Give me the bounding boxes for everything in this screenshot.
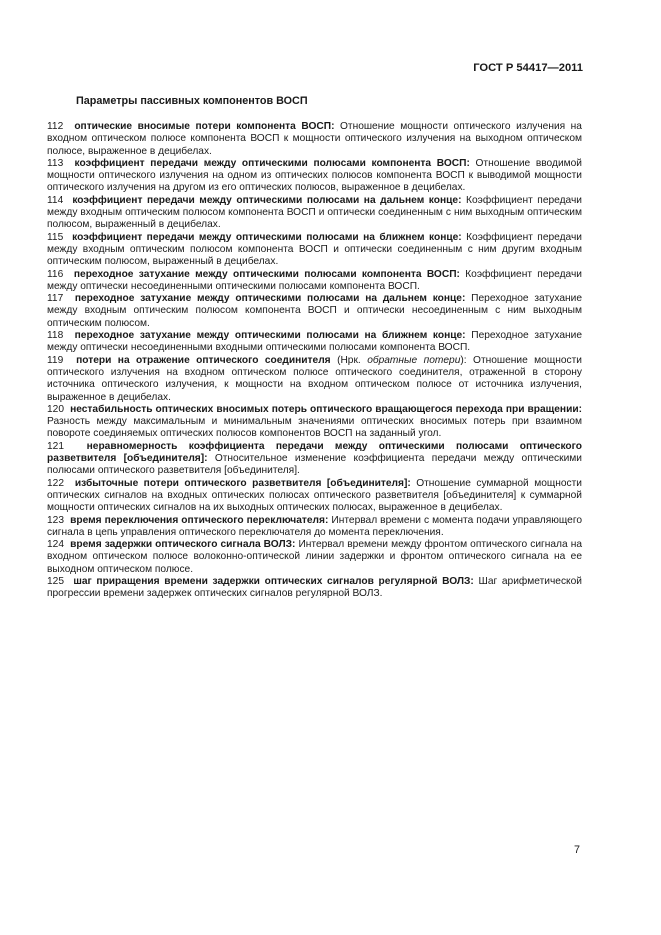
term-definition: Переходное затухание между оптически несоединенными входными оптическими полюсами компонента ВОСП. [47, 330, 582, 354]
term-definition: Коэффициент передачи между входным оптическим полюсом компонента ВОСП и оптически соединенным с ним другим входным оптическим полюсом, выраженный в децибелах. [47, 231, 582, 268]
term-entry [47, 293, 582, 330]
term-entry [47, 269, 582, 294]
term-entry [47, 195, 582, 232]
term-number: 118 [47, 330, 64, 342]
term-number: 115 [47, 231, 64, 243]
term-name: переходное затухание между оптическими полюсами компонента ВОСП: [73, 268, 460, 280]
term-entry [47, 158, 582, 195]
term-name: нестабильность оптических вносимых потерь оптического вращающегося перехода при вращении: [70, 403, 582, 415]
term-name: время переключения оптического переключателя: [70, 514, 329, 526]
term-number: 116 [47, 268, 64, 280]
term-definition: Коэффициент передачи между входным оптическим полюсом компонента ВОСП и оптически соединенным с ним выходным оптическим полюсом, выраженный в децибелах. [47, 194, 582, 231]
term-definition: Разность между максимальным и минимальным значениями оптических вносимых потерь при взаимном повороте соединяемых оптических полюсов компонентов ВОСП на заданный угол. [47, 416, 582, 440]
term-name: оптические вносимые потери компонента ВОСП: [74, 121, 335, 132]
term-number: 117 [47, 293, 64, 305]
term-number: 125 [47, 575, 64, 587]
term-entry [47, 478, 582, 515]
term-name: коэффициент передачи между оптическими полюсами компонента ВОСП: [74, 157, 470, 169]
term-name: переходное затухание между оптическими полюсами на ближнем конце: [74, 330, 466, 342]
page-number: 7 [574, 844, 581, 856]
term-number: 112 [47, 121, 64, 132]
term-number: 123 [47, 514, 64, 526]
term-name: неравномерность коэффициента передачи между оптическими полюсами оптического разветвителя [объединителя]: [47, 440, 582, 465]
term-definition: Отношение вводимой мощности оптического излучения на одном из оптических полюсов компонента ВОСП к выводимой мощности оптического излучения на другом из его оптических полюсов, выраженное в децибелах. [47, 157, 582, 194]
term-number: 114 [47, 194, 64, 206]
term-note-italic: обратные потери [367, 354, 461, 366]
term-entry [47, 232, 582, 269]
page-header: ГОСТ Р 54417—2011 [473, 62, 583, 74]
section-title: Параметры пассивных компонентов ВОСП [76, 95, 308, 107]
term-name: переходное затухание между оптическими полюсами на дальнем конце: [74, 293, 466, 305]
term-name: коэффициент передачи между оптическими полюсами на ближнем конце: [72, 231, 462, 243]
term-number: 124 [47, 539, 64, 551]
term-number: 122 [47, 477, 64, 489]
term-entry [47, 539, 582, 576]
term-entry [47, 121, 582, 158]
term-definition: Отношение суммарной мощности оптических сигналов на входных оптических полюсах оптического разветвителя [объединителя] к суммарной мощности оптических сигналов на их выходных оптических полюсах, выраженное в децибелах. [47, 477, 582, 514]
term-name: коэффициент передачи между оптическими полюсами на дальнем конце: [72, 194, 462, 206]
term-name: потери на отражение оптического соединителя [76, 354, 331, 366]
term-entry [47, 576, 582, 601]
term-note-suffix: ): [460, 354, 467, 366]
term-name: избыточные потери оптического разветвителя [объединителя]: [74, 477, 411, 489]
term-name: время задержки оптического сигнала ВОЛЗ: [70, 539, 296, 551]
term-entry [47, 404, 582, 441]
term-number: 119 [47, 354, 64, 366]
term-entry [47, 515, 582, 540]
term-definition: Интервал времени с момента подачи управляющего сигнала в цепь управления оптического переключателя до момента переключения. [47, 514, 582, 538]
term-number: 120 [47, 403, 64, 415]
terms-list [47, 121, 582, 601]
term-note-prefix: (Нрк. [337, 354, 368, 366]
term-entry [47, 355, 582, 404]
term-number: 113 [47, 157, 64, 169]
term-entry [47, 441, 582, 478]
term-definition: Переходное затухание между входным оптическим полюсом компонента ВОСП и оптически несоединенным с ним выходным оптическим полюсом. [47, 293, 582, 329]
term-name: шаг приращения времени задержки оптических сигналов регулярной ВОЛЗ: [73, 575, 474, 587]
term-definition: Коэффициент передачи между оптически несоединенными оптическими полюсами компонента ВОСП. [47, 268, 582, 292]
term-definition: Шаг арифметической прогрессии времени задержек оптических сигналов регулярной ВОЛЗ. [47, 575, 582, 600]
term-number: 121 [47, 440, 64, 452]
term-definition: Относительное изменение коэффициента передачи между оптическими полюсами оптического разветвителя [объединителя]. [47, 453, 582, 477]
term-entry [47, 330, 582, 355]
term-definition: Отношение мощности оптического излучения на входном оптическом полюсе компонента ВОСП к мощности оптического излучения на выходном оптическом полюсе, выраженное в децибелах. [47, 121, 582, 157]
term-definition: Отношение мощности оптического излучения на входном оптическом полюсе оптического соединителя, отраженной в сторону источника оптического излучения, к мощности на входном оптическом полюсе от источника излучения, выраженное в децибелах. [47, 354, 582, 403]
term-definition: Интервал времени между фронтом оптического сигнала на входном оптическом полюсе волоконно-оптической линии задержки и фронтом оптического сигнала на ее выходном оптическом полюсе. [47, 539, 582, 575]
